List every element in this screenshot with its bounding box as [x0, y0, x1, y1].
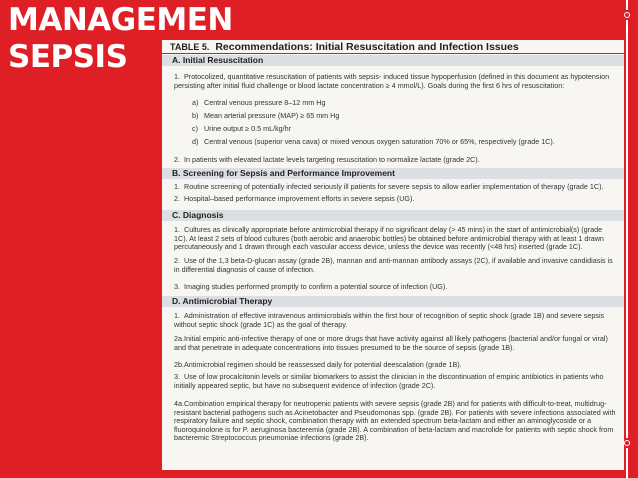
section-heading-b: B. Screening for Sepsis and Performance Improvement [162, 168, 624, 179]
list-item [174, 373, 616, 390]
item-number: 2. [174, 256, 180, 265]
item-text: Imaging studies performed promptly to confirm a potential source of infection (UG). [184, 282, 448, 291]
timeline-dot-icon [624, 440, 630, 446]
item-text: Administration of effective intravenous antimicrobials within the first hour of recognition of septic shock (grade 1B) and severe sepsis without septic shock (grade 1C) as the goal of therapy. [174, 311, 605, 329]
list-item [174, 312, 616, 329]
list-item [174, 183, 616, 192]
item-text: Use of low procalcitonin levels or similar biomarkers to assist the clinician in the discontinuation of empiric antibiotics in patients who initially appeared septic, but have no subsequent evidence of infection (grade 2C). [174, 372, 604, 390]
item-text: Combination empirical therapy for neutropenic patients with severe sepsis (grade 2B) and for patients with difficult-to-treat, multidrug-resistant bacterial pathogens such as Acinetobacter and Pseudomonas spp. (grade 2B). For patients with severe infections associated with respiratory failure and septic shock, combination therapy with an extended spectrum beta-lactam and either an aminoglycoside or a fluoroquinolone is for P. aeruginosa bacteremia (grade 2B). A combination of beta-lactam and macrolide for patients with septic shock from bacteremic Streptococcus pneumoniae infections (grade 2B). [174, 399, 616, 443]
item-number: c) [192, 124, 198, 133]
list-item [174, 335, 616, 352]
item-number: 2. [174, 155, 180, 164]
slide-title-line-1: MANAGEMEN [8, 2, 233, 38]
section-heading-d: D. Antimicrobial Therapy [162, 296, 624, 307]
item-number: 2. [174, 194, 180, 203]
item-number: 1. [174, 311, 180, 320]
item-number: b) [192, 111, 199, 120]
list-item [174, 400, 616, 443]
item-text: Protocolized, quantitative resuscitation of patients with sepsis- induced tissue hypoperfusion (defined in this document as hypotension persisting after initial fluid challenge or blood lactate concentration ≥ 4 mmol/L). Goals during the first 6 hrs of resuscitation: [174, 72, 610, 90]
item-text: Initial empiric anti-infective therapy of one or more drugs that have activity against all likely pathogens (bacterial and/or fungal or viral) and that penetrate in adequate concentrations into tissues presumed to be the source of sepsis (grade 1B). [174, 334, 608, 352]
recommendations-table [162, 40, 624, 470]
item-number: 3. [174, 372, 180, 381]
list-item [174, 226, 616, 252]
section-heading-c: C. Diagnosis [162, 210, 624, 221]
list-item [174, 73, 616, 90]
timeline-line [626, 448, 628, 478]
divider [162, 53, 624, 54]
table-heading: Recommendations: Initial Resuscitation and Infection Issues [215, 41, 519, 53]
item-number: 2a. [174, 334, 184, 343]
item-text: In patients with elevated lactate levels targeting resuscitation to normalize lactate (grade 2C). [184, 155, 480, 164]
list-item [192, 112, 616, 121]
item-text: Central venous (superior vena cava) or mixed venous oxygen saturation 70% or 65%, respectively (grade 1C). [204, 137, 555, 146]
item-number: 1. [174, 225, 180, 234]
item-text: Hospital–based performance improvement efforts in severe sepsis (UG). [184, 194, 415, 203]
list-item [174, 156, 616, 165]
item-text: Mean arterial pressure (MAP) ≥ 65 mm Hg [204, 111, 340, 120]
timeline-line [626, 20, 628, 438]
timeline-line [626, 0, 628, 10]
item-number: a) [192, 98, 199, 107]
list-item [192, 99, 616, 108]
table-label: TABLE 5. [170, 42, 210, 52]
list-item [174, 195, 616, 204]
item-text: Central venous pressure 8–12 mm Hg [204, 98, 326, 107]
table-title [170, 41, 519, 53]
item-number: d) [192, 137, 199, 146]
list-item [174, 283, 616, 292]
list-item [192, 125, 616, 134]
item-text: Routine screening of potentially infected seriously ill patients for severe sepsis to allow earlier implementation of therapy (grade 1C). [184, 182, 604, 191]
item-text: Urine output ≥ 0.5 mL/kg/hr [204, 124, 292, 133]
item-number: 1. [174, 182, 180, 191]
item-text: Antimicrobial regimen should be reassessed daily for potential deescalation (grade 1B). [184, 360, 462, 369]
section-heading-a: A. Initial Resuscitation [162, 55, 624, 66]
list-item [192, 138, 616, 147]
item-number: 3. [174, 282, 180, 291]
item-text: Cultures as clinically appropriate before antimicrobial therapy if no significant delay (> 45 mins) in the start of antimicrobial(s) (grade 1C). At least 2 sets of blood cultures (both aerobic and anaerobic bottles) be obtained before antimicrobial therapy with at least 1 drawn percutaneously and 1 drawn through each vascular access device, unless the device was recently (<48 hrs) inserted (grade 1C). [174, 225, 604, 252]
item-number: 2b. [174, 360, 184, 369]
item-text: Use of the 1,3 beta-D-glucan assay (grade 2B), mannan and anti-mannan antibody assays (2C), if available and invasive candidiasis is in differential diagnosis of cause of infection. [174, 256, 613, 274]
item-number: 1. [174, 72, 180, 81]
timeline-dot-icon [624, 12, 630, 18]
list-item [174, 257, 616, 274]
slide-title-line-2: SEPSIS [8, 39, 128, 75]
item-number: 4a. [174, 399, 184, 408]
list-item [174, 361, 616, 370]
